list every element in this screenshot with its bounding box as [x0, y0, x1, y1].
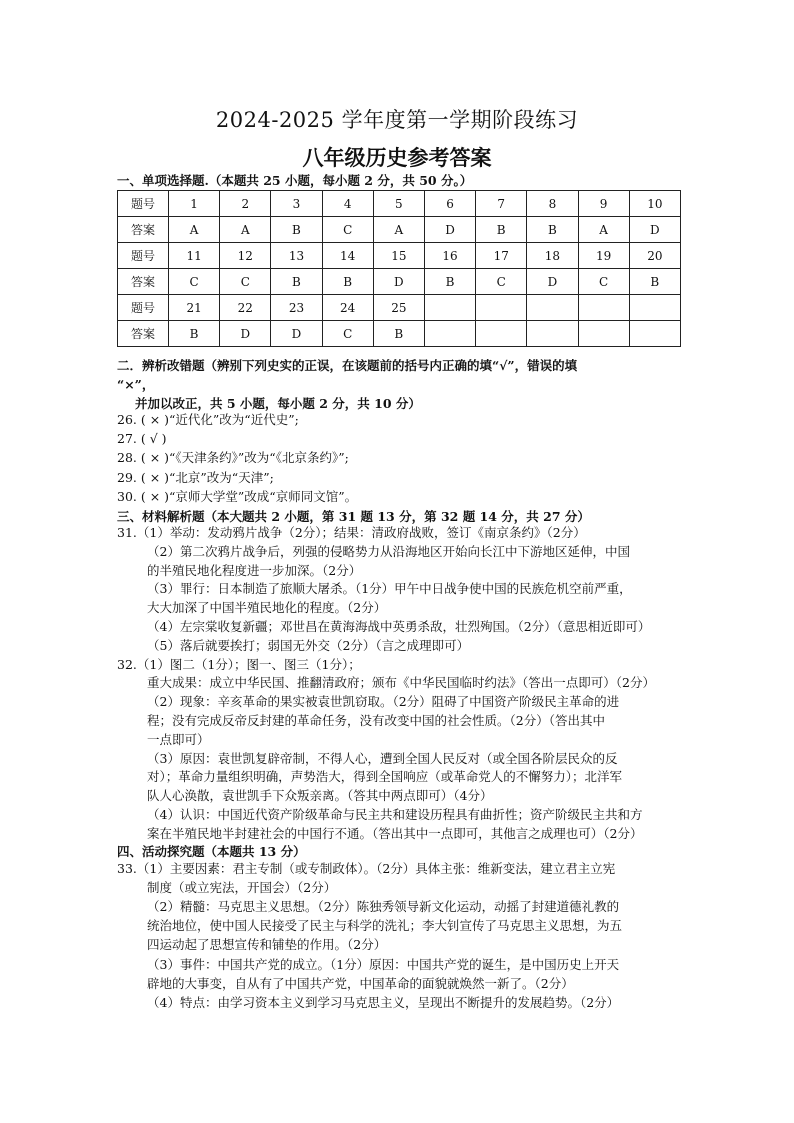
sec3-lines-line: 队人心涣散，袁世凯手下众叛亲离。（答其中两点即可）（4分）	[147, 788, 493, 804]
answer-table-cell: D	[373, 269, 424, 295]
answer-table-row	[118, 269, 681, 295]
answer-table-row-label: 答案	[118, 269, 169, 295]
sec4-lines-line: 辟地的大事变，自从有了中国共产党，中国革命的面貌就焕然一新了。（2分）	[147, 975, 574, 991]
answer-table-cell: 20	[629, 243, 680, 269]
answer-table-cell: A	[169, 217, 220, 243]
answer-table-cell: 18	[527, 243, 578, 269]
answer-table-row-label: 答案	[118, 321, 169, 347]
answer-table-cell: D	[220, 321, 271, 347]
answer-table-cell: C	[220, 269, 271, 295]
document-subtitle: 八年级历史参考答案	[302, 145, 492, 170]
answer-table-cell: 17	[476, 243, 527, 269]
answer-table-row	[118, 321, 681, 347]
sec3-lines-line: 对）；革命力量组织明确，声势浩大，得到全国响应（或革命党人的不懈努力）；北洋军	[147, 769, 623, 785]
answer-table-cell: B	[322, 269, 373, 295]
answer-table-cell: 3	[271, 191, 322, 217]
answer-table-cell: 14	[322, 243, 373, 269]
section1-heading: 一、单项选择题.（本题共 25 小题，每小题 2 分，共 50 分。）	[117, 173, 473, 188]
section2-heading-line3: 并加以改正，共 5 小题，每小题 2 分，共 10 分）	[135, 396, 421, 411]
answer-table-cell: D	[527, 269, 578, 295]
answer-table-cell: B	[271, 269, 322, 295]
sec3-lines-line: 程；没有完成反帝反封建的革命任务，没有改变中国的社会性质。（2分）（答出其中	[147, 713, 605, 728]
answer-table-cell: 25	[373, 295, 424, 321]
answer-table-cell: D	[629, 217, 680, 243]
answer-table-cell: C	[476, 269, 527, 295]
sec2-items-line: 27. ( √ )	[117, 431, 167, 447]
answer-table-row-label: 题号	[118, 191, 169, 217]
answer-table-cell: 2	[220, 191, 271, 217]
answer-table-cell: A	[373, 217, 424, 243]
section4-heading: 四、活动探究题（本题共 13 分）	[117, 844, 306, 859]
sec3-lines-line: 的半殖民地化程度进一步加深。（2分）	[147, 562, 362, 578]
answer-table-cell: C	[169, 269, 220, 295]
answer-table-cell: 19	[578, 243, 629, 269]
answer-table	[117, 190, 681, 347]
answer-table-row	[118, 217, 681, 243]
sec3-lines-line: 大大加深了中国半殖民地化的程度。（2分）	[147, 600, 387, 616]
sec2-items-line: 30. ( × )“京师大学堂”改成“京师同文馆”。	[117, 488, 358, 504]
sec3-lines-line: （4）认识：中国近代资产阶级革命与民主共和建设历程具有曲折性；资产阶级民主共和方	[147, 807, 643, 822]
answer-table-cell: B	[271, 217, 322, 243]
answer-table-row-label: 题号	[118, 243, 169, 269]
answer-table-cell	[527, 295, 578, 321]
answer-table-cell	[424, 295, 475, 321]
answer-table-cell: B	[424, 269, 475, 295]
answer-table-cell: 8	[527, 191, 578, 217]
answer-table-row	[118, 295, 681, 321]
answer-table-cell: 13	[271, 243, 322, 269]
answer-table-cell: C	[578, 269, 629, 295]
sec4-lines-line: 四运动起了思想宣传和铺垫的作用。（2分）	[147, 937, 387, 953]
answer-table-cell: B	[629, 269, 680, 295]
answer-table-cell: B	[373, 321, 424, 347]
answer-table-cell: D	[271, 321, 322, 347]
answer-table-cell: 23	[271, 295, 322, 321]
sec2-items-line: 26. ( × )“近代化”改为“近代史”;	[117, 412, 299, 427]
answer-table-row-label: 答案	[118, 217, 169, 243]
sec3-lines-line: （3）原因：袁世凯复辟帝制，不得人心，遭到全国人民反对（或全国各阶层民众的反	[147, 750, 618, 766]
answer-table-row	[118, 191, 681, 217]
answer-table-cell: 1	[169, 191, 220, 217]
sec4-lines-line: 制度（或立宪法，开国会）（2分）	[147, 880, 337, 896]
section2-heading-line2: “×”，	[117, 377, 155, 392]
answer-table-cell: C	[322, 217, 373, 243]
answer-table-cell	[578, 321, 629, 347]
answer-table-cell	[424, 321, 475, 347]
section3-heading: 三、材料解析题（本大题共 2 小题，第 31 题 13 分，第 32 题 14 分，共 27 分）	[117, 509, 590, 524]
answer-table-cell	[527, 321, 578, 347]
sec3-lines-line: 重大成果：成立中华民国、推翻清政府；颁布《中华民国临时约法》（答出一点即可）（2分）	[147, 675, 655, 691]
answer-table-cell: B	[476, 217, 527, 243]
answer-table-cell: D	[424, 217, 475, 243]
sec4-lines-line: （3）事件：中国共产党的成立。（1分）原因：中国共产党的诞生，是中国历史上开天	[147, 956, 620, 972]
sec3-lines-line: （4）左宗棠收复新疆；邓世昌在黄海海战中英勇杀敌，壮烈殉国。（2分）（意思相近即可）	[147, 619, 651, 634]
answer-table-cell: 9	[578, 191, 629, 217]
answer-table-cell	[629, 321, 680, 347]
sec4-lines-line: （2）精髓：马克思主义思想。（2分）陈独秀领导新文化运动，动摇了封建道德礼教的	[147, 899, 620, 915]
sec3-lines-line: （5）落后就要挨打；弱国无外交（2分）（言之成理即可）	[147, 637, 470, 653]
answer-table-cell: B	[527, 217, 578, 243]
section2-heading-line1: 二．辨析改错题（辨别下列史实的正误，在该题前的括号内正确的填“√”，错误的填	[117, 358, 578, 373]
answer-table-cell: 7	[476, 191, 527, 217]
sec3-lines-line: 案在半殖民地半封建社会的中国行不通。（答出其中一点即可，其他言之成理也可）（2分）	[147, 825, 643, 841]
answer-table-cell	[476, 321, 527, 347]
answer-table-cell	[476, 295, 527, 321]
sec3-lines-line: （2）现象：辛亥革命的果实被袁世凯窃取。（2分）阻碍了中国资产阶级民主革命的进	[147, 694, 620, 710]
answer-table-cell: 11	[169, 243, 220, 269]
sec3-lines-line: 31.（1）举动：发动鸦片战争（2分）；结果：清政府战败，签订《南京条约》（2分）	[117, 525, 586, 540]
answer-table-row-label: 题号	[118, 295, 169, 321]
answer-table-cell	[578, 295, 629, 321]
sec2-items-line: 28. ( × )“《天津条约》”改为“《北京条约》”;	[117, 450, 349, 466]
answer-table-cell: 6	[424, 191, 475, 217]
sec3-lines-line: （3）罪行：日本制造了旅顺大屠杀。（1分）甲午中日战争使中国的民族危机空前严重，	[147, 581, 632, 597]
answer-table-cell: A	[578, 217, 629, 243]
answer-table-cell: A	[220, 217, 271, 243]
answer-table-cell	[629, 295, 680, 321]
answer-table-cell: 22	[220, 295, 271, 321]
sec4-lines-line: （4）特点：由学习资本主义到学习马克思主义，呈现出不断提升的发展趋势。（2分）	[147, 994, 620, 1010]
answer-table-cell: B	[169, 321, 220, 347]
answer-table-cell: 12	[220, 243, 271, 269]
answer-table-cell: 15	[373, 243, 424, 269]
answer-table-cell: 24	[322, 295, 373, 321]
document-title: 2024-2025 学年度第一学期阶段练习	[215, 108, 579, 132]
answer-table-cell: 21	[169, 295, 220, 321]
answer-table-cell: 4	[322, 191, 373, 217]
sec3-lines-line: 32.（1）图二（1分）；图一、图三（1分）；	[117, 656, 361, 672]
answer-table-cell: C	[322, 321, 373, 347]
answer-table-cell: 5	[373, 191, 424, 217]
answer-table-row	[118, 243, 681, 269]
sec4-lines-line: 统治地位，使中国人民接受了民主与科学的洗礼；李大钊宣传了马克思主义思想，为五	[147, 918, 623, 934]
sec3-lines-line: 一点即可）	[147, 731, 210, 747]
sec2-items-line: 29. ( × )“北京”改为“天津”;	[117, 469, 274, 485]
sec4-lines-line: 33.（1）主要因素：君主专制（或专制政体）。（2分）具体主张：维新变法，建立君主立宪	[117, 861, 616, 876]
answer-table-cell: 10	[629, 191, 680, 217]
answer-table-cell: 16	[424, 243, 475, 269]
sec3-lines-line: （2）第二次鸦片战争后，列强的侵略势力从沿海地区开始向长江中下游地区延伸，中国	[147, 543, 630, 559]
